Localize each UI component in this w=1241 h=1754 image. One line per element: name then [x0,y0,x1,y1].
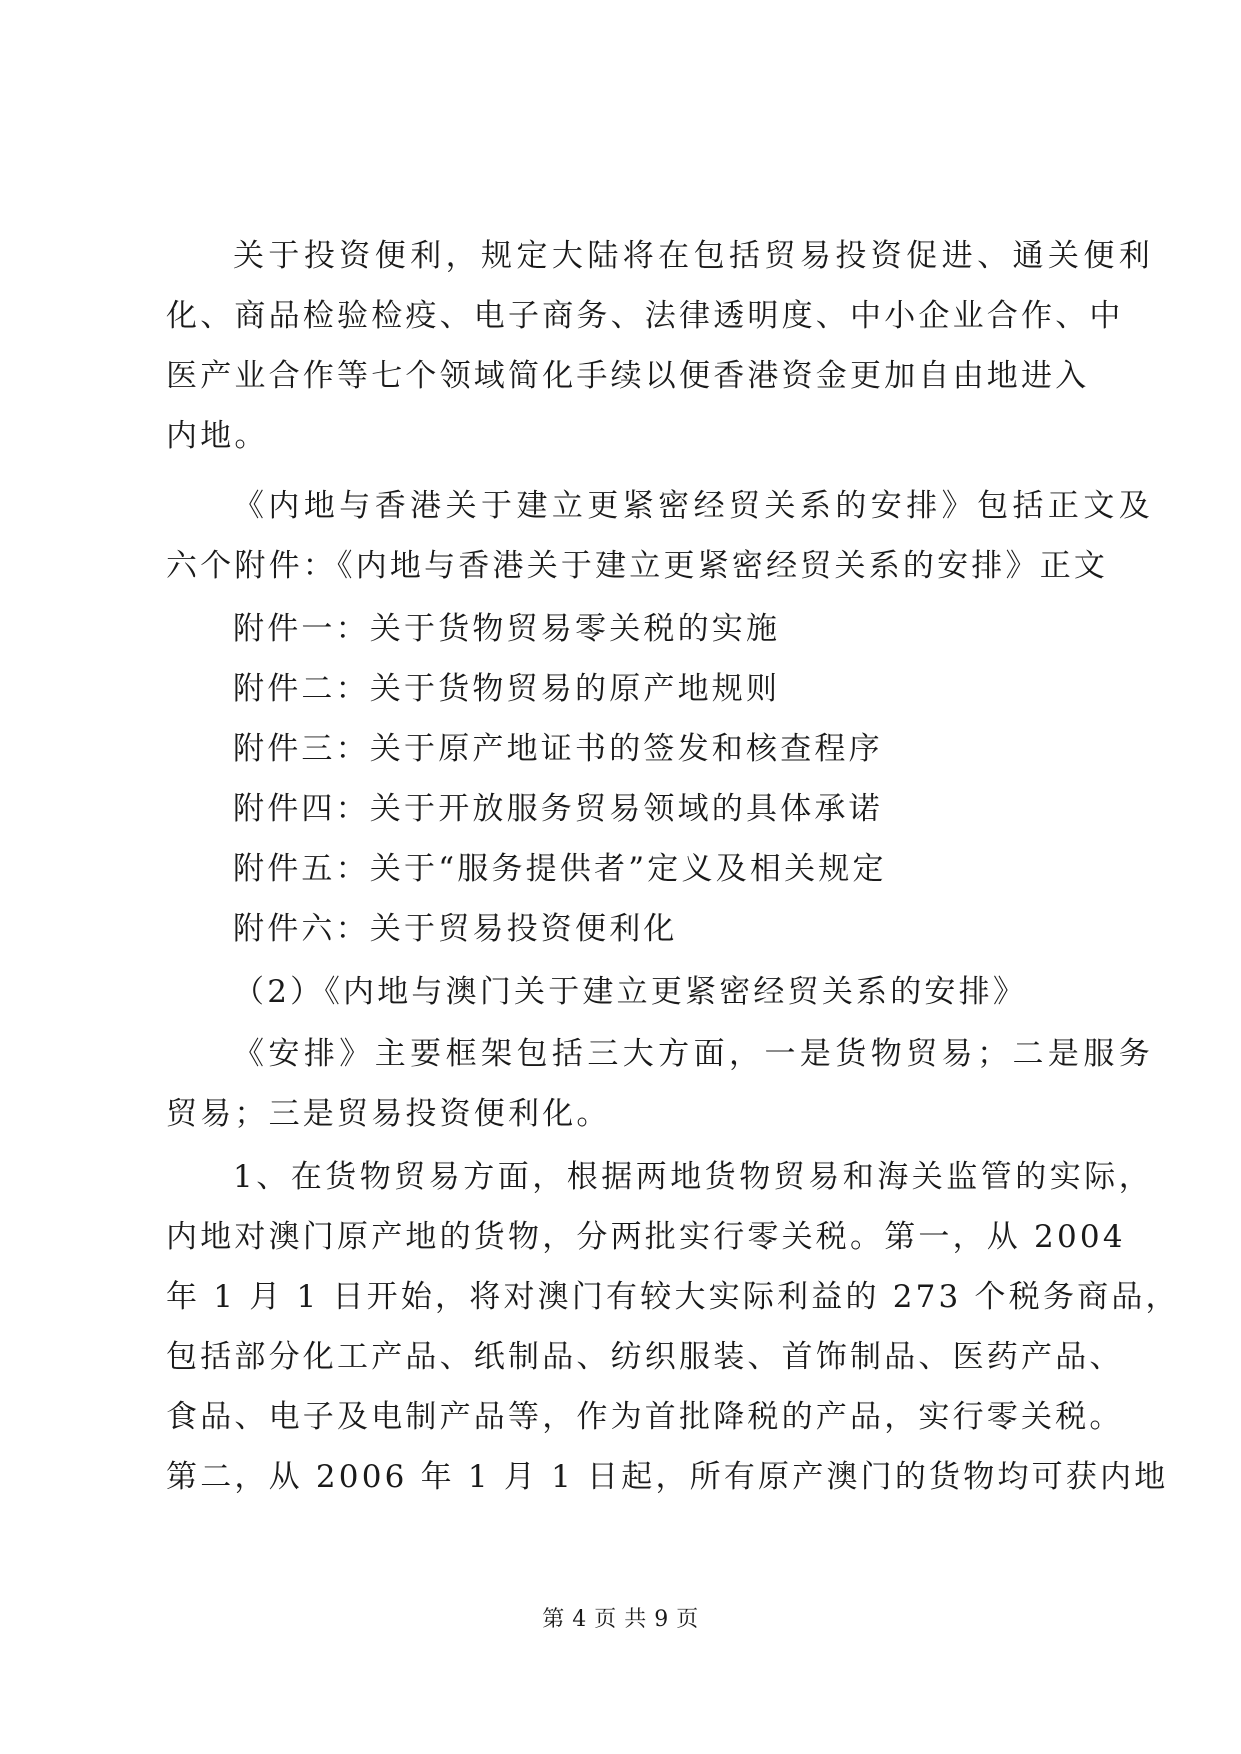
paragraph-line: 内地对澳门原产地的货物，分两批实行零关税。第一，从 2004 [166,1219,1126,1255]
paragraph-line: 六个附件：《内地与香港关于建立更紧密经贸关系的安排》正文 [166,548,1109,584]
appendix-line: 附件五：关于“服务提供者”定义及相关规定 [233,851,887,887]
paragraph-line: 年 1 月 1 日开始，将对澳门有较大实际利益的 273 个税务商品， [166,1279,1180,1315]
paragraph-line: 《内地与香港关于建立更紧密经贸关系的安排》包括正文及 [233,488,1153,524]
paragraph-line: 关于投资便利，规定大陆将在包括贸易投资促进、通关便利 [233,238,1153,274]
appendix-line: 附件四：关于开放服务贸易领域的具体承诺 [233,791,883,827]
paragraph-line: 第二，从 2006 年 1 月 1 日起，所有原产澳门的货物均可获内地 [166,1459,1169,1495]
paragraph-line: 《安排》主要框架包括三大方面，一是货物贸易；二是服务 [233,1036,1153,1072]
paragraph-line: 食品、电子及电制产品等，作为首批降税的产品，实行零关税。 [166,1399,1124,1435]
paragraph-line: 包括部分化工产品、纸制品、纺织服装、首饰制品、医药产品、 [166,1339,1124,1375]
section-heading: （2）《内地与澳门关于建立更紧密经贸关系的安排》 [233,974,1028,1010]
paragraph-line: 1、在货物贸易方面，根据两地货物贸易和海关监管的实际， [233,1159,1153,1195]
paragraph-line: 医产业合作等七个领域简化手续以便香港资金更加自由地进入 [166,358,1090,394]
appendix-line: 附件六：关于贸易投资便利化 [233,911,678,947]
paragraph-line: 贸易；三是贸易投资便利化。 [166,1096,611,1132]
paragraph-line: 内地。 [166,418,269,454]
appendix-line: 附件一：关于货物贸易零关税的实施 [233,611,781,647]
appendix-line: 附件二：关于货物贸易的原产地规则 [233,671,781,707]
paragraph-line: 化、商品检验检疫、电子商务、法律透明度、中小企业合作、中 [166,298,1124,334]
page-footer: 第 4 页 共 9 页 [542,1607,699,1632]
appendix-line: 附件三：关于原产地证书的签发和核查程序 [233,731,883,767]
